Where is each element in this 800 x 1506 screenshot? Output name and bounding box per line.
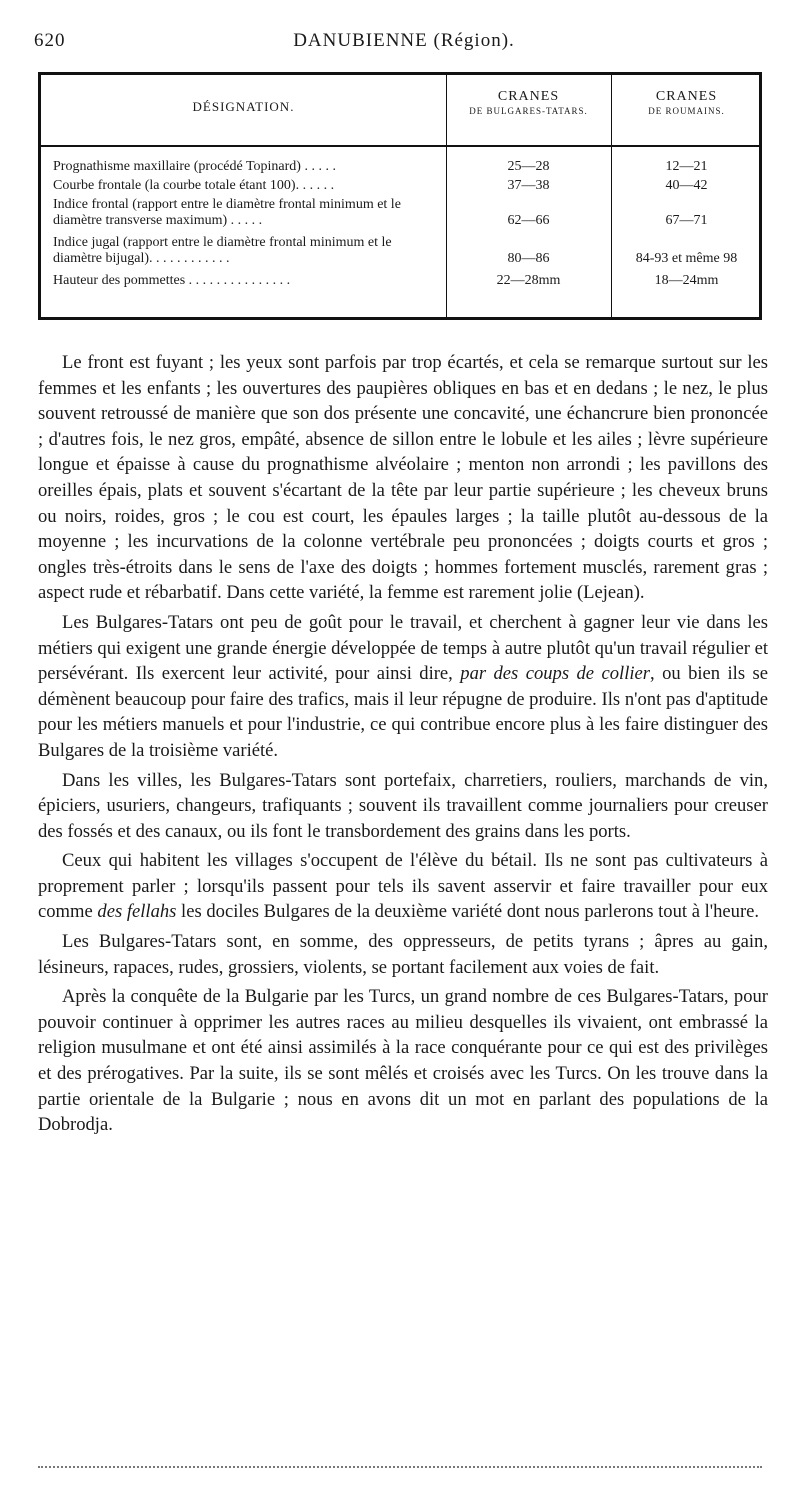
paragraph-text: , ou bien ils se démènent beaucoup pour faire des trafics, mais il leur répugne de produire. Ils n'ont pas d'aptitude pour les métiers manuels et pour l'industrie, ce qui contribue encore plus à les faire distinguer des Bulgares de la troisième variété. — [38, 663, 768, 761]
paragraph: Dans les villes, les Bulgares-Tatars sont portefaix, charretiers, rouliers, marchands de vin, épiciers, usuriers, changeurs, trafiquants ; souvent ils travaillent comme journaliers pour creuser des fossés et des canaux, ou ils font le transbordement des grains dans les ports. — [38, 769, 768, 842]
body-text — [38, 350, 768, 1142]
running-title: DANUBIENNE (Région). — [293, 30, 515, 51]
row-value-bulgares: 80—86 — [507, 251, 550, 266]
row-label: Indice jugal (rapport entre le diamètre frontal minimum et le diamètre bijugal). . . . . . . . . . . . — [53, 235, 392, 266]
row-value-bulgares: 25—28 — [507, 159, 550, 174]
paragraph: Le front est fuyant ; les yeux sont parfois par trop écartés, et cela se remarque surtout sur les femmes et les enfants ; les ouvertures des paupières obliques en bas et en dedans ; le nez, le plus souvent retroussé de manière que son dos présente une concavité, une échancrure bien prononcée ; d'autres fois, le nez gros, empâté, absence de sillon entre le lobule et les ailes ; lèvre supérieure longue et épaisse à cause du prognathisme alvéolaire ; menton non arrondi ; les pavillons des oreilles épais, plats et souvent s'écartant de la tête par leur partie supérieure ; les cheveux bruns ou noirs, roides, gros ; le cou est court, les épaules larges ; la taille plutôt au-dessous de la moyenne ; les incurvations de la colonne vertébrale peu prononcées ; doigts courts et gros ; ongles très-étroits dans le sens de l'axe des doigts ; hommes fortement musclés, rarement gras ; aspect rude et rébarbatif. Dans cette variété, la femme est rarement jolie (Lejean). — [38, 352, 768, 604]
header-roumains — [611, 89, 762, 119]
paragraph-text: Ceux qui habitent les villages s'occupent de l'élève du bétail. Ils ne sont pas cultivateurs à proprement parler ; lorsqu'ils passent pour tels ils savent asservir et faire travailler pour eux comme — [38, 850, 768, 923]
row-value-roumains: 12—21 — [665, 159, 708, 174]
table-header — [41, 75, 759, 147]
row-value-bulgares: 62—66 — [507, 213, 550, 228]
italic-phrase: des fellahs — [97, 901, 177, 923]
header-bulgares-tatars — [446, 89, 611, 119]
paragraph — [38, 610, 768, 764]
header-col1-main: CRANES — [497, 89, 560, 104]
header-col2-main: CRANES — [655, 89, 718, 104]
row-value-bulgares: 37—38 — [507, 178, 550, 193]
paragraph: Après la conquête de la Bulgarie par les Turcs, un grand nombre de ces Bulgares-Tatars, pour pouvoir continuer à opprimer les autres races au milieu desquelles ils vivaient, ont embrassé la religion musulmane et ont été ainsi assimilés à la race conquérante pour ce qui est des privilèges et des prérogatives. Par la suite, ils se sont mêlés et croisés avec les Turcs. On les trouve dans la partie orientale de la Bulgarie ; nous en avons dit un mot en parlant des populations de la Dobrodja. — [38, 986, 768, 1136]
page-header — [34, 30, 774, 60]
row-value-roumains: 40—42 — [665, 178, 708, 193]
row-label: Courbe frontale (la courbe totale étant 100). . . . . . — [53, 178, 335, 193]
header-col2-sub: DE ROUMAINS. — [648, 106, 725, 116]
row-label: Hauteur des pommettes . . . . . . . . . . . . . . . — [53, 273, 291, 288]
footer-rule — [38, 1466, 762, 1468]
row-value-bulgares: 22—28mm — [496, 273, 561, 288]
row-value-roumains: 84-93 et même 98 — [635, 251, 738, 266]
row-label: Indice frontal (rapport entre le diamètre frontal minimum et le diamètre transverse maximum) . . . . . — [53, 197, 401, 228]
paragraph-text: les dociles Bulgares de la deuxième variété dont nous parlerons tout à l'heure. — [176, 901, 760, 923]
page-number: 620 — [34, 30, 66, 51]
paragraph — [38, 848, 768, 925]
paragraph-text: Les Bulgares-Tatars ont peu de goût pour le travail, et cherchent à gagner leur vie dans les métiers qui exigent une grande énergie développée de temps à autre plutôt qu'un travail régulier et persévérant. Ils exercent leur activité, pour ainsi dire, — [38, 611, 768, 685]
header-designation: DÉSIGNATION. — [192, 99, 295, 114]
italic-phrase: par des coups de collier — [460, 663, 651, 685]
row-value-roumains: 18—24mm — [654, 273, 719, 288]
comparison-table — [38, 72, 762, 320]
row-label: Prognathisme maxillaire (procédé Topinard) . . . . . — [53, 159, 336, 174]
row-value-roumains: 67—71 — [665, 213, 708, 228]
paragraph: Les Bulgares-Tatars sont, en somme, des oppresseurs, de petits tyrans ; âpres au gain, lésineurs, rapaces, rudes, grossiers, violents, se portant facilement aux voies de fait. — [38, 931, 768, 978]
header-col1-sub: DE BULGARES-TATARS. — [469, 106, 588, 116]
